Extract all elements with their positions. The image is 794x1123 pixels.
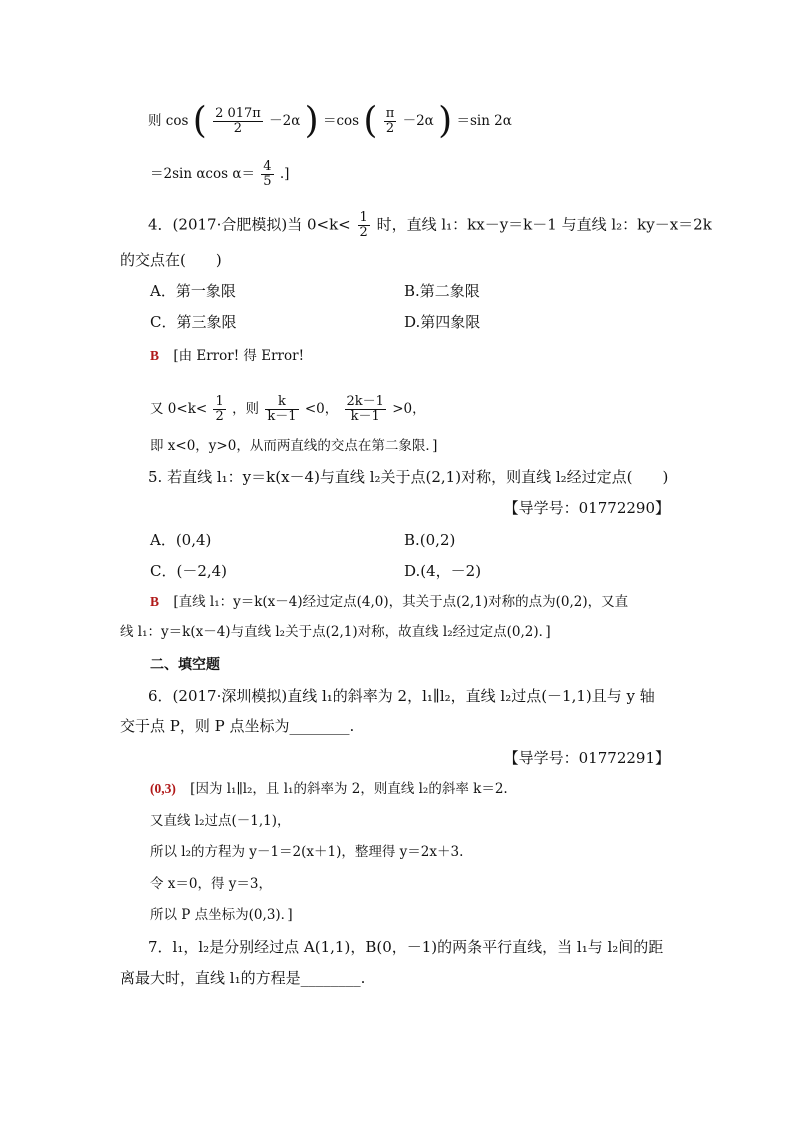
option-d: D.第四象限 bbox=[404, 313, 481, 331]
answer-line-6: (0,3) [因为 l₁∥l₂，且 l₁的斜率为 2，则直线 l₂的斜率 k＝2. bbox=[150, 781, 508, 797]
question-7-line-1: 7．l₁，l₂是分别经过点 A(1,1)，B(0，－1)的两条平行直线，当 l₁与 l₂间的距 bbox=[148, 938, 664, 956]
solution-line-cos: 则 cos ( $\frac{2 017\pi}{2}$ －2α ) ＝cos ( $\frac{\pi}{2}$ －2α ) ＝sin 2α bbox=[148, 100, 512, 142]
question-6-line-2: 交于点 P，则 P 点坐标为________. bbox=[120, 717, 355, 735]
solution-6-line-2: 又直线 l₂过点(－1,1)， bbox=[150, 813, 291, 829]
question-4-line-2: 的交点在( ) bbox=[120, 251, 222, 269]
solution-6-line-3: 所以 l₂的方程为 y－1＝2(x＋1)，整理得 y＝2x＋3. bbox=[150, 844, 464, 860]
fraction: $\frac{k}{k-1}$ bbox=[267, 394, 297, 424]
answer-6: (0,3) bbox=[150, 781, 176, 796]
option-a: A．第一象限 bbox=[150, 282, 236, 300]
fraction: $\frac{4}{5}$ bbox=[263, 159, 272, 189]
solution-6-line-5: 所以 P 点坐标为(0,3)．] bbox=[150, 907, 293, 923]
option-d: D.(4，－2) bbox=[404, 562, 482, 580]
fraction: $\frac{\pi}{2}$ bbox=[385, 106, 395, 136]
fraction: $\frac{1}{2}$ bbox=[215, 394, 224, 424]
answer-4: B bbox=[150, 348, 160, 363]
question-6-line-1: 6．(2017·深圳模拟)直线 l₁的斜率为 2，l₁∥l₂，直线 l₂过点(－1,1)且与 y 轴 bbox=[148, 687, 655, 705]
answer-line-4: B [由 Error! 得 Error! bbox=[150, 348, 304, 364]
fraction: $\frac{2 017\pi}{2}$ bbox=[215, 106, 261, 136]
solution-line-result: ＝2sin αcos α＝ $\frac{4}{5}$ .] bbox=[150, 159, 290, 189]
option-c: C．第三象限 bbox=[150, 313, 237, 331]
option-a: A．(0,4) bbox=[150, 531, 212, 549]
option-c: C．(－2,4) bbox=[150, 562, 228, 580]
solution-4-line-2: 又 0<k< $\frac{1}{2}$ ，则 $\frac{k}{k-1}$ <0， $\frac{2k-1}{k-1}$ >0， bbox=[150, 394, 426, 424]
fraction: $\frac{2k-1}{k-1}$ bbox=[346, 394, 384, 424]
question-4-line-1: 4．(2017·合肥模拟)当 0<k< $\frac{1}{2}$ 时，直线 l₁：kx－y＝k－1 与直线 l₂：ky－x＝2k bbox=[148, 210, 712, 240]
solution-6-line-4: 令 x＝0，得 y＝3， bbox=[150, 876, 273, 892]
answer-5: B bbox=[150, 594, 160, 609]
answer-line-5: B [直线 l₁：y＝k(x－4)经过定点(4,0)，其关于点(2,1)对称的点为(0,2)，又直 bbox=[150, 594, 629, 610]
question-5-line-1: 5. 若直线 l₁：y＝k(x－4)与直线 l₂关于点(2,1)对称，则直线 l₂经过定点( ) bbox=[148, 468, 669, 486]
solution-5-line-2: 线 l₁：y＝k(x－4)与直线 l₂关于点(2,1)对称，故直线 l₂经过定点(0,2)．] bbox=[120, 624, 551, 640]
question-7-line-2: 离最大时，直线 l₁的方程是________. bbox=[120, 969, 366, 987]
solution-4-line-3: 即 x<0，y>0，从而两直线的交点在第二象限．] bbox=[150, 438, 438, 454]
fraction: $\frac{1}{2}$ bbox=[359, 210, 368, 240]
guide-code-6: 【导学号：01772291】 bbox=[503, 749, 670, 767]
guide-code-5: 【导学号：01772290】 bbox=[503, 499, 670, 517]
section-heading: 二、填空题 bbox=[150, 657, 220, 673]
option-b: B.(0,2) bbox=[404, 531, 456, 549]
option-b: B.第二象限 bbox=[404, 282, 480, 300]
